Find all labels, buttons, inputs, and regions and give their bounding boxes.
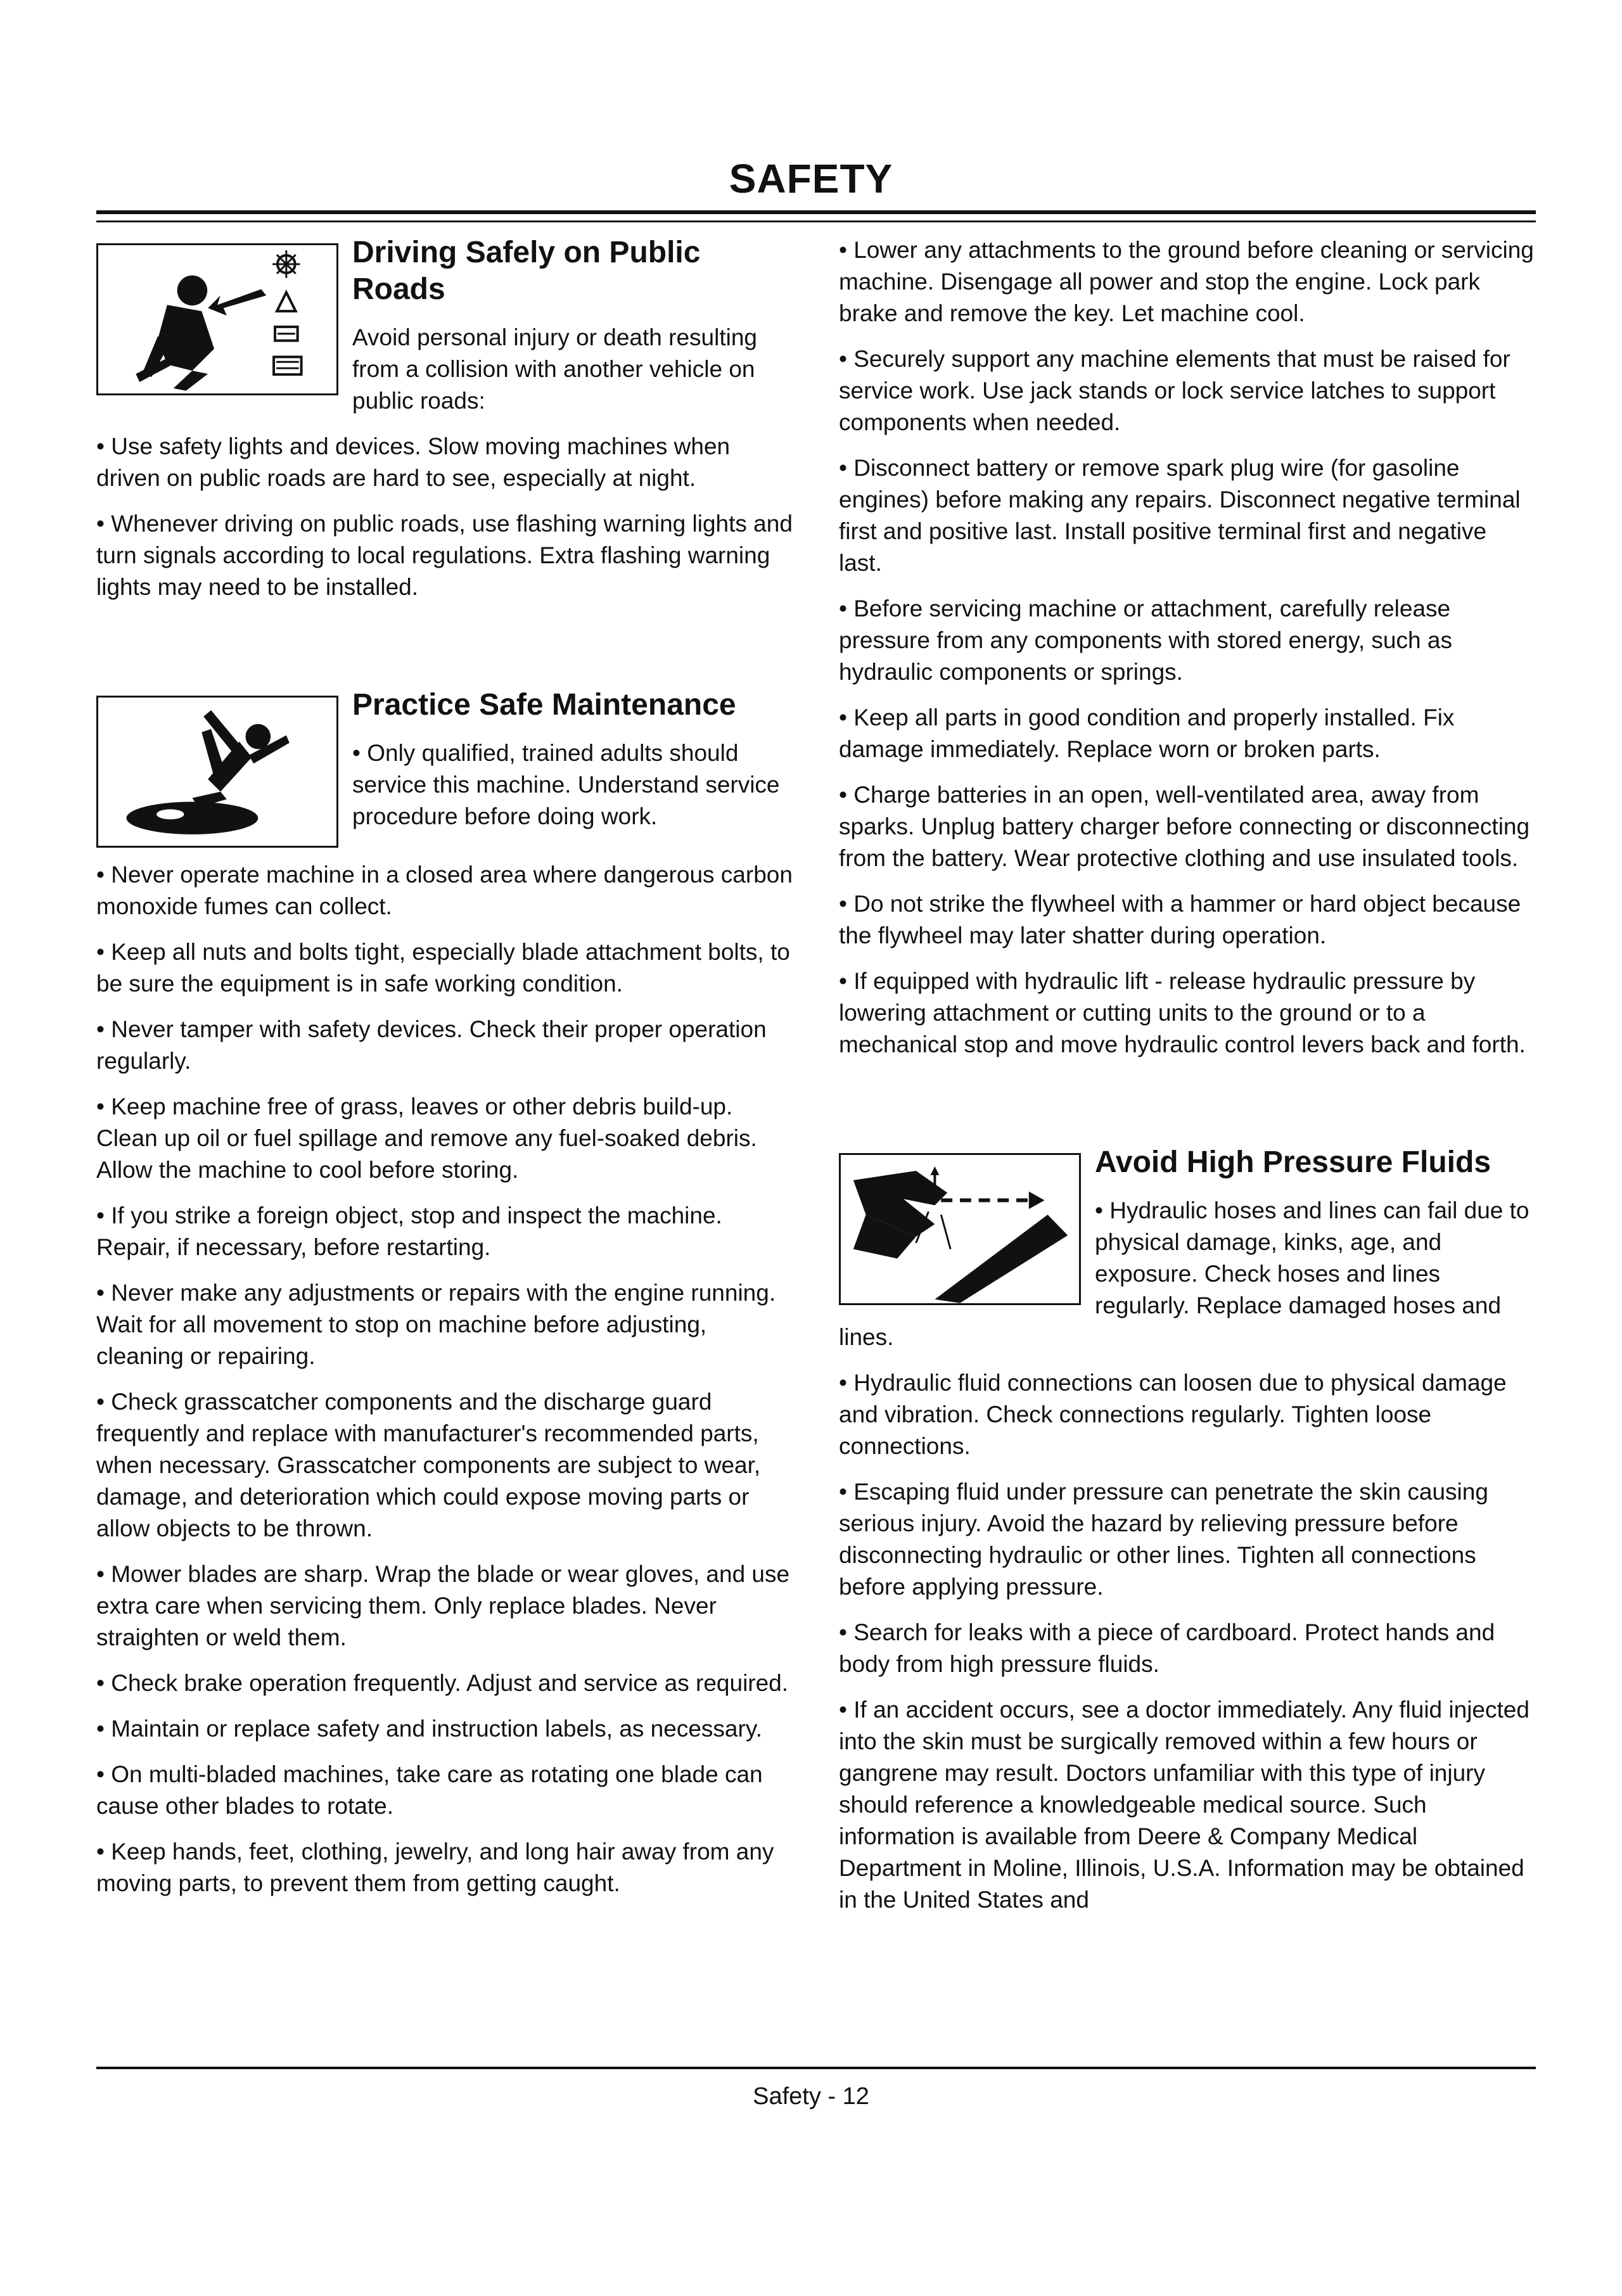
driving-hazard-icon [96,243,338,395]
bullet-item: • If you strike a foreign object, stop and inspect the machine. Repair, if necessary, before restarting. [96,1202,722,1260]
intro-driving: Avoid personal injury or death resulting from a collision with another vehicle on public roads: [352,324,757,414]
section-title-driving: Driving Safely on Public Roads [352,236,701,306]
right-column [839,234,1536,1930]
bullet-item: • Escaping fluid under pressure can penetrate the skin causing serious injury. Avoid the hazard by relieving pressure before disconnecting hydraulic or other lines. Tighten all connections before applying pressure. [839,1479,1488,1600]
bullet-item: • Do not strike the flywheel with a hammer or hard object because the flywheel may later shatter during operation. [839,891,1521,948]
section-title-fluids: Avoid High Pressure Fluids [1095,1145,1491,1179]
high-pressure-fluid-icon [839,1153,1081,1305]
bullet-item: • Keep all nuts and bolts tight, especially blade attachment bolts, to be sure the equipment is in safe working condition. [96,939,790,997]
slip-hazard-icon [96,696,338,848]
bullet-item: • If an accident occurs, see a doctor immediately. Any fluid injected into the skin must be surgically removed within a few hours or gangrene may result. Doctors unfamiliar with this type of injury should reference a knowledgeable medical source. Such information is available from Deere & Company Medical Department in Moline, Illinois, U.S.A. Information may be obtained in the United States and [839,1697,1529,1913]
header-rule-thick [96,210,1536,214]
intro-maintenance: • Only qualified, trained adults should service this machine. Understand service procedure before doing work. [352,740,780,829]
bullet-item: • Whenever driving on public roads, use flashing warning lights and turn signals according to local regulations. Extra flashing warning lights may need to be installed. [96,511,793,600]
bullet-list-fluids [839,1367,1536,1916]
bullet-item: • Mower blades are sharp. Wrap the blade or wear gloves, and use extra care when servicing them. Only replace blades. Never straighten or weld them. [96,1561,790,1650]
bullet-list-driving [96,431,793,603]
page-number: Safety - 12 [753,2083,869,2110]
bullet-item: • Disconnect battery or remove spark plug wire (for gasoline engines) before making any repairs. Disconnect negative terminal first and positive last. Install positive terminal first and negative last. [839,455,1521,576]
section-title-maintenance: Practice Safe Maintenance [352,688,736,722]
bullet-item: • Maintain or replace safety and instruction labels, as necessary. [96,1716,762,1742]
section-driving-safely [96,234,793,617]
bullet-item: • Never tamper with safety devices. Check their proper operation regularly. [96,1016,767,1074]
bullet-item: • Before servicing machine or attachment, carefully release pressure from any components with stored energy, such as hydraulic components or springs. [839,596,1452,685]
bullet-item: • Check grasscatcher components and the discharge guard frequently and replace with manufacturer's recommended parts, when necessary. Grasscatcher components are subject to wear, damage, and deterioration which could expose moving parts or allow objects to be thrown. [96,1389,761,1541]
intro-fluids: • Hydraulic hoses and lines can fail due to physical damage, kinks, age, and exposure. Check hoses and lines regularly. Replace damaged hoses and lines. [839,1197,1529,1350]
page-title: SAFETY [729,156,893,201]
bullet-item: • On multi-bladed machines, take care as rotating one blade can cause other blades to rotate. [96,1761,763,1819]
bullet-item: • Hydraulic fluid connections can loosen due to physical damage and vibration. Check connections regularly. Tighten loose connections. [839,1370,1507,1459]
header-rule-thin [96,220,1536,222]
bullet-item: • Keep hands, feet, clothing, jewelry, and long hair away from any moving parts, to prevent them from getting caught. [96,1839,774,1896]
bullet-item: • Charge batteries in an open, well-ventilated area, away from sparks. Unplug battery charger before connecting or disconnecting from the battery. Wear protective clothing and use insulated tools. [839,782,1530,871]
bullet-item: • Search for leaks with a piece of cardboard. Protect hands and body from high pressure fluids. [839,1619,1495,1677]
bullet-item: • Never operate machine in a closed area where dangerous carbon monoxide fumes can collect. [96,862,793,919]
section-maintenance-continued [839,234,1536,1075]
left-column [96,234,793,1913]
bullet-item: • Lower any attachments to the ground before cleaning or servicing machine. Disengage all power and stop the engine. Lock park brake and remove the key. Let machine cool. [839,237,1534,326]
bullet-item: • Securely support any machine elements that must be raised for service work. Use jack stands or lock service latches to support components when needed. [839,346,1510,435]
bullet-item: • If equipped with hydraulic lift - release hydraulic pressure by lowering attachment or cutting units to the ground or to a mechanical stop and move hydraulic control levers back and forth. [839,968,1526,1057]
footer-rule [96,2067,1536,2069]
bullet-item: • Keep all parts in good condition and properly installed. Fix damage immediately. Replace worn or broken parts. [839,705,1455,762]
section-high-pressure-fluids [839,1144,1536,1930]
section-safe-maintenance [96,687,793,1913]
bullet-item: • Check brake operation frequently. Adjust and service as required. [96,1670,789,1696]
bullet-item: • Keep machine free of grass, leaves or other debris build-up. Clean up oil or fuel spillage and remove any fuel-soaked debris. Allow the machine to cool before storing. [96,1094,757,1183]
bullet-item: • Never make any adjustments or repairs with the engine running. Wait for all movement to stop on machine before adjusting, cleaning or repairing. [96,1280,776,1369]
bullet-item: • Use safety lights and devices. Slow moving machines when driven on public roads are hard to see, especially at night. [96,433,731,491]
bullet-list-maintenance [96,859,793,1899]
